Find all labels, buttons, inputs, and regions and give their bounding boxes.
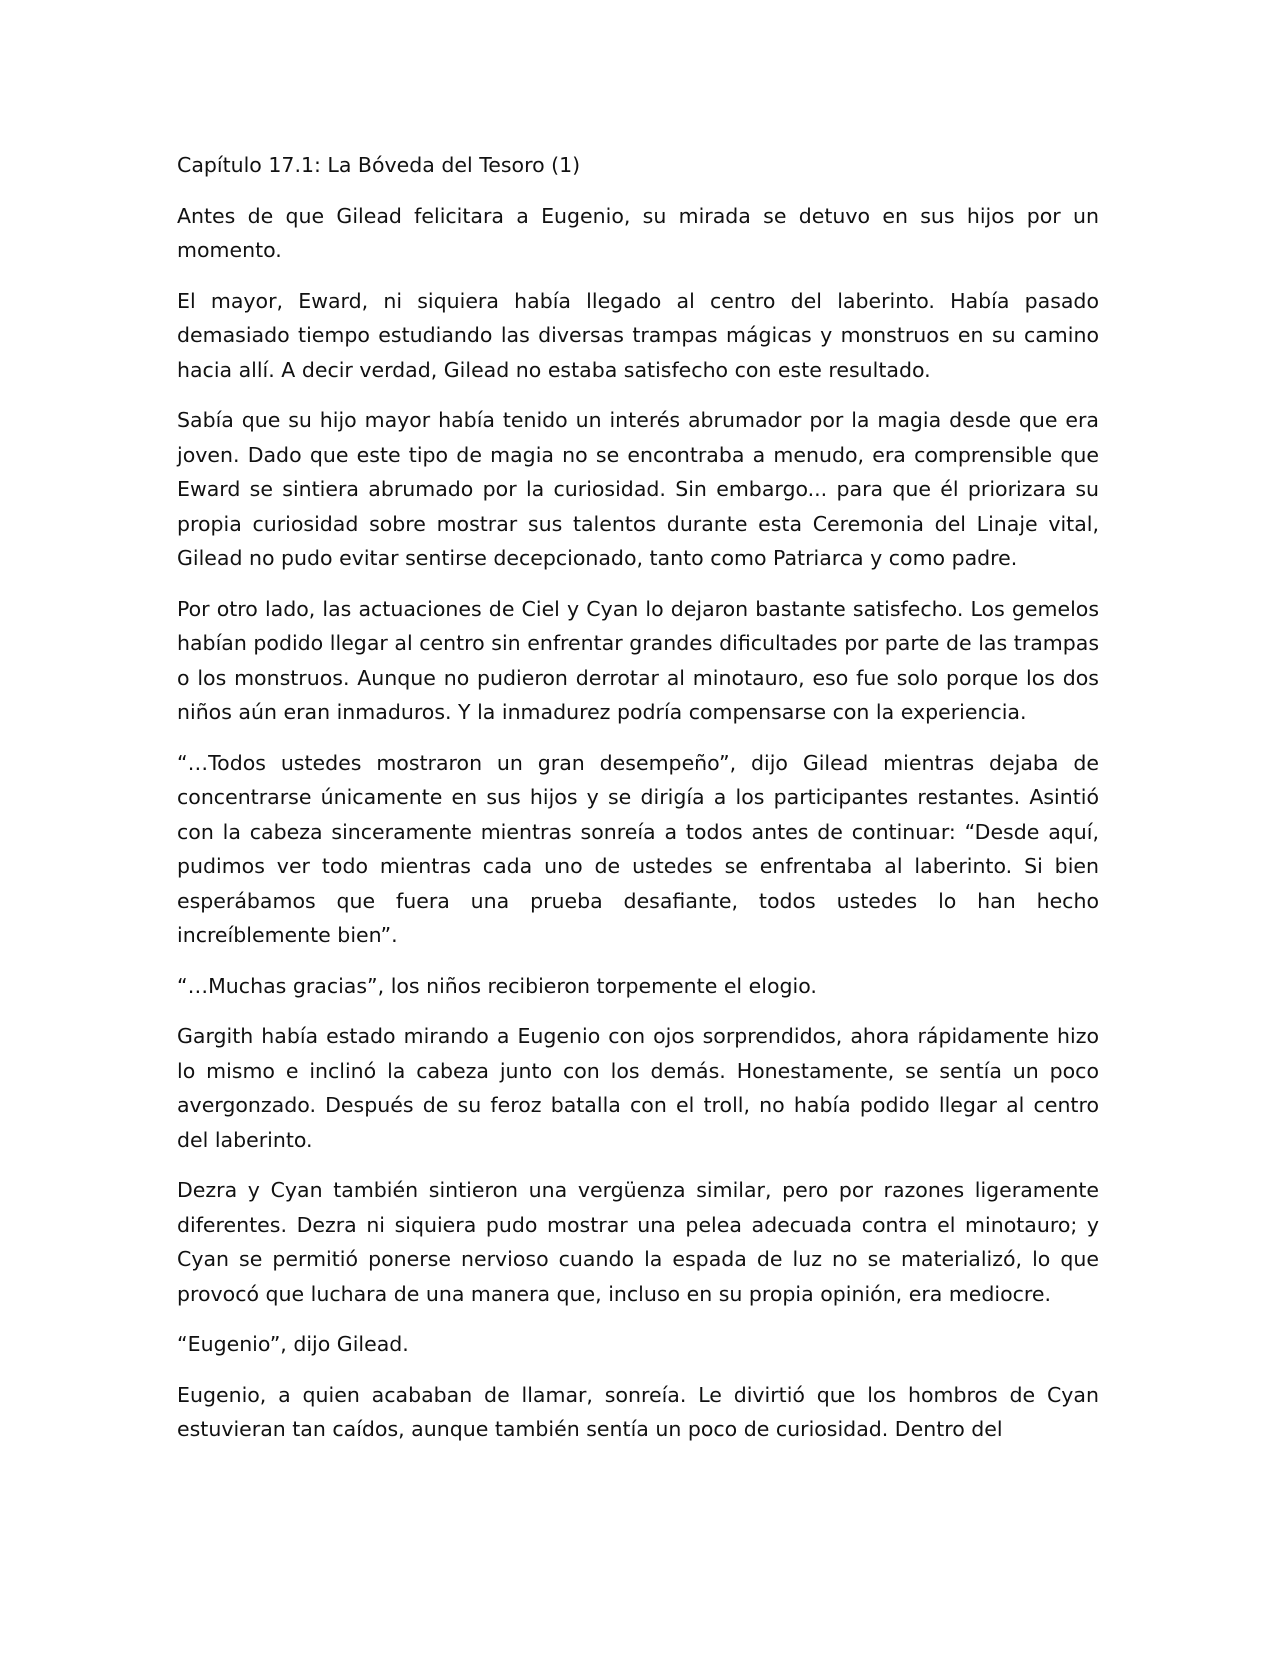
paragraph: El mayor, Eward, ni siquiera había llegado al centro del laberinto. Había pasado demasiado tiempo estudiando las diversas trampas mágicas y monstruos en su camino hacia allí. A decir verdad, Gilead no estaba satisfecho con este resultado. — [177, 288, 1099, 382]
paragraph: Sabía que su hijo mayor había tenido un interés abrumador por la magia desde que era joven. Dado que este tipo de magia no se encontraba a menudo, era comprensible que Eward se sintiera abrumado por la curiosidad. Sin embargo... para que él priorizara su propia curiosidad sobre mostrar sus talentos durante esta Ceremonia del Linaje vital, Gilead no pudo evitar sentirse decepcionado, tanto como Patriarca y como padre. — [177, 408, 1099, 570]
paragraph: “…Todos ustedes mostraron un gran desempeño”, dijo Gilead mientras dejaba de concentrarse únicamente en sus hijos y se dirigía a los participantes restantes. Asintió con la cabeza sinceramente mientras sonreía a todos antes de continuar: “Desde aquí, pudimos ver todo mientras cada uno de ustedes se enfrentaba al laberinto. Si bien esperábamos que fuera una prueba desafiante, todos ustedes lo han hecho increíblemente bien”. — [177, 750, 1099, 947]
paragraph: Eugenio, a quien acababan de llamar, sonreía. Le divirtió que los hombros de Cyan estuvieran tan caídos, aunque también sentía un poco de curiosidad. Dentro del — [177, 1382, 1099, 1441]
paragraph: Por otro lado, las actuaciones de Ciel y Cyan lo dejaron bastante satisfecho. Los gemelos habían podido llegar al centro sin enfrentar grandes dificultades por parte de las trampas o los monstruos. Aunque no pudieron derrotar al minotauro, eso fue solo porque los dos niños aún eran inmaduros. Y la inmadurez podría compensarse con la experiencia. — [177, 596, 1099, 724]
paragraph: Gargith había estado mirando a Eugenio con ojos sorprendidos, ahora rápidamente hizo lo mismo e inclinó la cabeza junto con los demás. Honestamente, se sentía un poco avergonzado. Después de su feroz batalla con el troll, no había podido llegar al centro del laberinto. — [177, 1024, 1099, 1152]
chapter-title: Capítulo 17.1: La Bóveda del Tesoro (1) — [177, 153, 581, 177]
paragraph: “Eugenio”, dijo Gilead. — [177, 1332, 409, 1356]
paragraph: “…Muchas gracias”, los niños recibieron torpemente el elogio. — [177, 973, 817, 998]
paragraph: Dezra y Cyan también sintieron una vergüenza similar, pero por razones ligeramente diferentes. Dezra ni siquiera pudo mostrar una pelea adecuada contra el minotauro; y Cyan se permitió ponerse nervioso cuando la espada de luz no se materializó, lo que provocó que luchara de una manera que, incluso en su propia opinión, era mediocre. — [177, 1178, 1099, 1306]
paragraph: Antes de que Gilead felicitara a Eugenio, su mirada se detuvo en sus hijos por un momento. — [177, 203, 1099, 262]
document-page — [177, 148, 1099, 1463]
